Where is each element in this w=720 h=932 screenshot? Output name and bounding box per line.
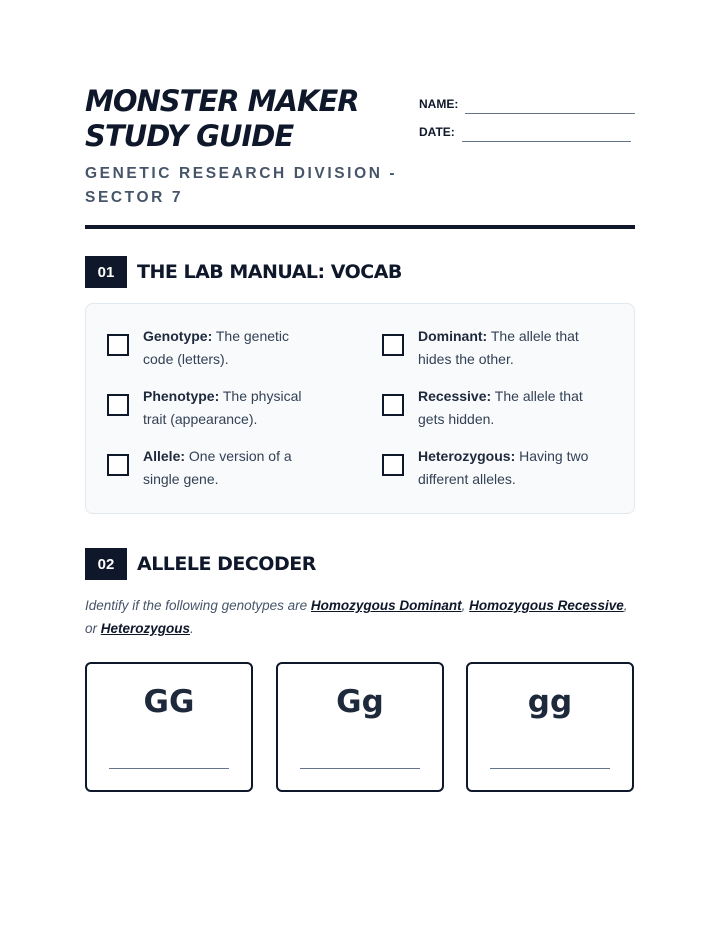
vocab-term: Phenotype: [143,388,220,404]
vocab-term: Dominant: [418,328,488,344]
date-label: DATE: [419,125,455,139]
vocab-item-phenotype [107,385,322,431]
name-label: NAME: [419,97,459,111]
vocab-definition: Having two different alleles. [418,448,589,487]
vocab-checkbox-heterozygous[interactable] [382,454,404,476]
vocab-term: Recessive: [418,388,492,404]
vocab-item-dominant [382,325,597,371]
instructions-separator: , or [85,598,628,636]
section-01-title: THE LAB MANUAL: VOCAB [137,261,402,283]
vocab-item-recessive [382,385,597,431]
vocab-checkbox-genotype[interactable] [107,334,129,356]
vocab-term: Heterozygous: [418,448,516,464]
vocab-term: Genotype: [143,328,213,344]
name-field [419,86,635,114]
decoder-card-gg-mixed [276,662,444,792]
card-answer-line[interactable] [490,768,610,769]
vocab-text [418,325,597,371]
term-heterozygous: Heterozygous [100,621,191,636]
vocab-checkbox-phenotype[interactable] [107,394,129,416]
card-answer-line[interactable] [300,768,420,769]
vocab-checkbox-recessive[interactable] [382,394,404,416]
term-homozygous-dominant: Homozygous Dominant [310,598,462,613]
vocab-definition: The genetic code (letters). [143,328,290,367]
vocab-definition: One version of a single gene. [143,448,292,487]
section-02-title: ALLELE DECODER [137,553,316,575]
date-field [419,114,635,142]
card-genotype: Gg [336,684,384,720]
card-answer-line[interactable] [109,768,229,769]
vocab-text [143,445,322,491]
date-input-line[interactable] [462,123,631,142]
vocab-box [85,303,635,514]
vocab-item-genotype [107,325,322,371]
vocab-text [418,445,597,491]
header-divider [85,225,635,229]
section-01-number: 01 [85,256,127,288]
name-input-line[interactable] [465,95,635,114]
vocab-checkbox-allele[interactable] [107,454,129,476]
decoder-card-gg-upper [85,662,253,792]
vocab-definition: The allele that gets hidden. [418,388,583,427]
vocab-definition: The physical trait (appearance). [143,388,302,427]
instructions-prefix: Identify if the following genotypes are [85,598,311,613]
instructions-suffix: . [190,621,194,636]
instructions-separator: , [461,598,470,613]
title-block [85,84,405,210]
vocab-item-allele [107,445,322,491]
vocab-term: Allele: [143,448,186,464]
page-subtitle: GENETIC RESEARCH DIVISION - SECTOR 7 [85,165,398,206]
vocab-text [143,385,322,431]
vocab-definition: The allele that hides the other. [418,328,579,367]
section-01-header [85,256,402,288]
decoder-instructions [85,594,635,640]
vocab-text [418,385,597,431]
card-genotype: GG [143,684,195,720]
term-homozygous-recessive: Homozygous Recessive [469,598,624,613]
vocab-item-heterozygous [382,445,597,491]
student-info-fields [419,86,635,142]
card-genotype: gg [527,684,573,720]
title-line-1: MONSTER MAKER [85,84,359,118]
vocab-checkbox-dominant[interactable] [382,334,404,356]
section-02-header [85,548,316,580]
vocab-text [143,325,322,371]
title-line-2: STUDY GUIDE [85,119,294,153]
section-02-number: 02 [85,548,127,580]
page-title [85,84,405,154]
decoder-card-gg-lower [466,662,634,792]
